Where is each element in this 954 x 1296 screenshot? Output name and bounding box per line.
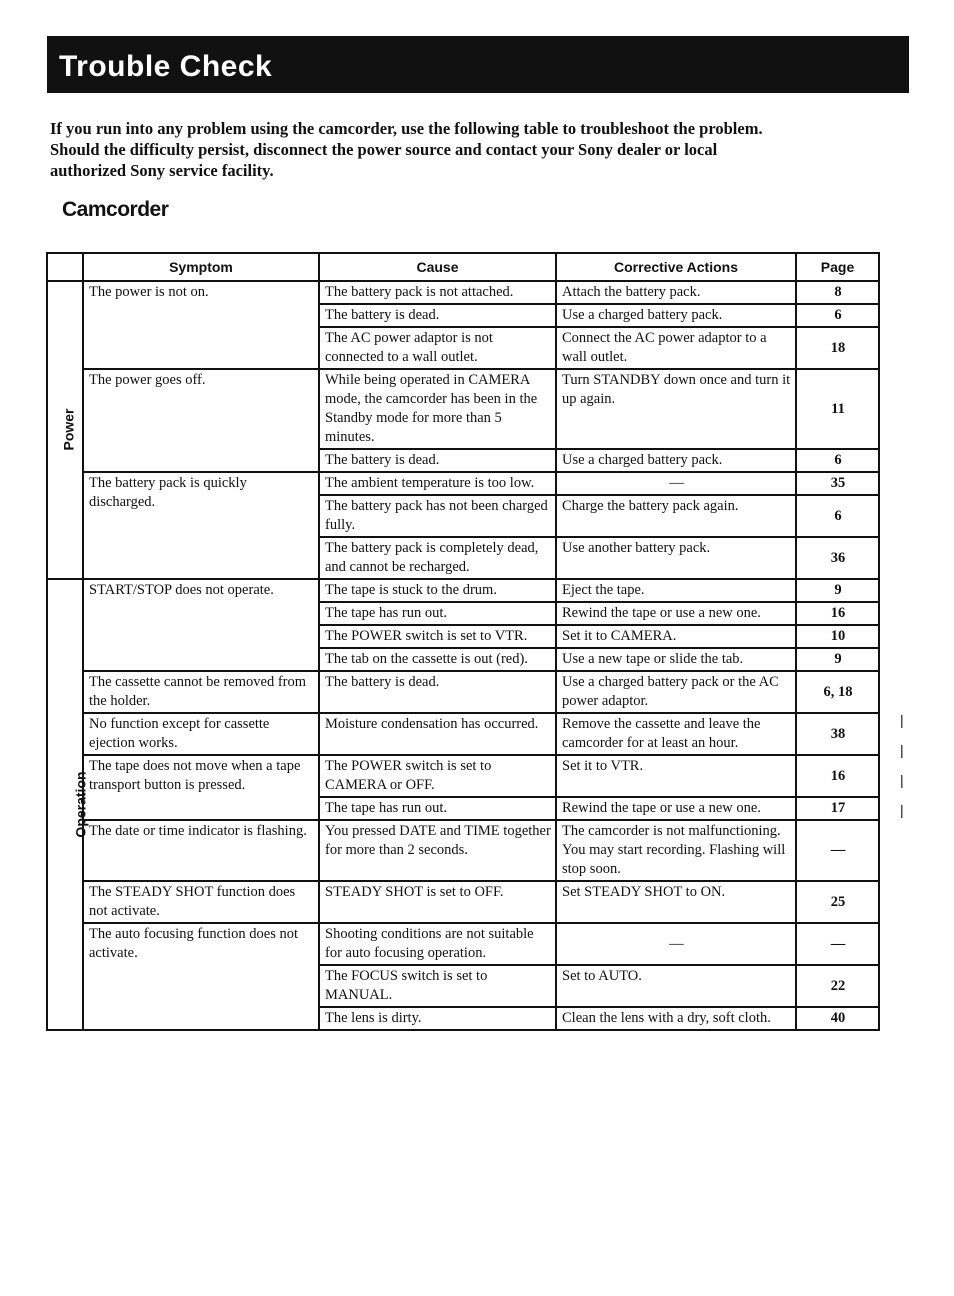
symptom-cell: The battery pack is quickly discharged. <box>83 472 319 579</box>
cause-cell: The POWER switch is set to VTR. <box>319 625 556 648</box>
table-row <box>47 881 879 923</box>
cause-cell: The tape is stuck to the drum. <box>319 579 556 602</box>
cause-cell: The tab on the cassette is out (red). <box>319 648 556 671</box>
page-cell: 38 <box>796 713 879 755</box>
action-cell: Use a charged battery pack. <box>556 449 796 472</box>
group-cell <box>47 579 89 1030</box>
page-cell: 6 <box>796 304 879 327</box>
page-cell: 6 <box>796 449 879 472</box>
intro-line: authorized Sony service facility. <box>50 161 274 180</box>
table-row <box>47 923 879 965</box>
symptom-cell: The tape does not move when a tape transport button is pressed. <box>83 755 319 820</box>
action-cell: Use a charged battery pack. <box>556 304 796 327</box>
action-cell: Use a new tape or slide the tab. <box>556 648 796 671</box>
cause-cell: The battery is dead. <box>319 449 556 472</box>
page-cell: 35 <box>796 472 879 495</box>
page-cell: 36 <box>796 537 879 579</box>
action-cell: Set to AUTO. <box>556 965 796 1007</box>
cause-cell: Shooting conditions are not suitable for auto focusing operation. <box>319 923 556 965</box>
table-row <box>47 713 879 755</box>
action-cell: Attach the battery pack. <box>556 281 796 304</box>
page-cell: 40 <box>796 1007 879 1030</box>
page-title: Trouble Check <box>59 50 273 83</box>
action-cell: Set STEADY SHOT to ON. <box>556 881 796 923</box>
symptom-cell: The date or time indicator is flashing. <box>83 820 319 881</box>
action-cell: The camcorder is not malfunctioning. You may start recording. Flashing will stop soon. <box>556 820 796 881</box>
page-cell: 8 <box>796 281 879 304</box>
page-cell: — <box>796 923 879 965</box>
trouble-table-wrap <box>46 252 878 1031</box>
table-body <box>47 281 879 1030</box>
page-cell: 6 <box>796 495 879 537</box>
page-cell: 9 <box>796 579 879 602</box>
cause-cell: The battery pack is completely dead, and cannot be recharged. <box>319 537 556 579</box>
action-cell: Turn STANDBY down once and turn it up again. <box>556 369 796 449</box>
cause-cell: Moisture condensation has occurred. <box>319 713 556 755</box>
symptom-cell: No function except for cassette ejection works. <box>83 713 319 755</box>
cause-cell: The ambient temperature is too low. <box>319 472 556 495</box>
table-row <box>47 472 879 495</box>
table-row <box>47 671 879 713</box>
intro-paragraph <box>50 118 900 181</box>
group-label: Operation <box>72 770 89 838</box>
cause-cell: The tape has run out. <box>319 602 556 625</box>
group-header <box>47 253 83 281</box>
page-cell: 18 <box>796 327 879 369</box>
symptom-cell: The STEADY SHOT function does not activate. <box>83 881 319 923</box>
cause-cell: The lens is dirty. <box>319 1007 556 1030</box>
symptom-header: Symptom <box>83 253 319 281</box>
cause-cell: The AC power adaptor is not connected to a wall outlet. <box>319 327 556 369</box>
table-row <box>47 820 879 881</box>
table-row <box>47 281 879 304</box>
page-cell: 16 <box>796 602 879 625</box>
page-cell: 6, 18 <box>796 671 879 713</box>
intro-line: If you run into any problem using the camcorder, use the following table to troubleshoot the problem. <box>50 119 763 138</box>
margin-tick: | <box>900 772 904 788</box>
title-bar <box>47 36 909 93</box>
intro-line: Should the difficulty persist, disconnect the power source and contact your Sony dealer or local <box>50 140 718 159</box>
action-cell: — <box>556 923 796 965</box>
margin-tick: | <box>900 712 904 728</box>
action-cell: Connect the AC power adaptor to a wall outlet. <box>556 327 796 369</box>
page-cell: 11 <box>796 369 879 449</box>
action-cell: Use another battery pack. <box>556 537 796 579</box>
symptom-cell: START/STOP does not operate. <box>83 579 319 671</box>
cause-cell: The tape has run out. <box>319 797 556 820</box>
action-cell: — <box>556 472 796 495</box>
trouble-table <box>46 252 880 1031</box>
action-cell: Set it to VTR. <box>556 755 796 797</box>
margin-tick: | <box>900 742 904 758</box>
cause-cell: The battery pack has not been charged fully. <box>319 495 556 537</box>
page-cell: — <box>796 820 879 881</box>
action-cell: Use a charged battery pack or the AC power adaptor. <box>556 671 796 713</box>
page-cell: 22 <box>796 965 879 1007</box>
table-row <box>47 369 879 449</box>
action-cell: Remove the cassette and leave the camcorder for at least an hour. <box>556 713 796 755</box>
action-cell: Eject the tape. <box>556 579 796 602</box>
cause-cell: You pressed DATE and TIME together for more than 2 seconds. <box>319 820 556 881</box>
action-cell: Set it to CAMERA. <box>556 625 796 648</box>
cause-cell: The battery is dead. <box>319 304 556 327</box>
symptom-cell: The power is not on. <box>83 281 319 369</box>
page-cell: 16 <box>796 755 879 797</box>
page-cell: 9 <box>796 648 879 671</box>
action-cell: Rewind the tape or use a new one. <box>556 602 796 625</box>
margin-marks <box>900 705 906 825</box>
symptom-cell: The cassette cannot be removed from the holder. <box>83 671 319 713</box>
cause-cell: The POWER switch is set to CAMERA or OFF. <box>319 755 556 797</box>
page-cell: 10 <box>796 625 879 648</box>
margin-tick: | <box>900 802 904 818</box>
symptom-cell: The auto focusing function does not activate. <box>83 923 319 1030</box>
table-row <box>47 755 879 797</box>
cause-cell: The FOCUS switch is set to MANUAL. <box>319 965 556 1007</box>
group-label: Power <box>60 408 77 451</box>
cause-cell: The battery is dead. <box>319 671 556 713</box>
page-header: Page <box>796 253 879 281</box>
section-heading: Camcorder <box>62 198 169 221</box>
table-header-row <box>47 253 879 281</box>
group-cell <box>47 281 83 579</box>
cause-cell: STEADY SHOT is set to OFF. <box>319 881 556 923</box>
page-cell: 25 <box>796 881 879 923</box>
cause-cell: While being operated in CAMERA mode, the camcorder has been in the Standby mode for more than 5 minutes. <box>319 369 556 449</box>
actions-header: Corrective Actions <box>556 253 796 281</box>
symptom-cell: The power goes off. <box>83 369 319 472</box>
page-cell: 17 <box>796 797 879 820</box>
action-cell: Clean the lens with a dry, soft cloth. <box>556 1007 796 1030</box>
action-cell: Rewind the tape or use a new one. <box>556 797 796 820</box>
cause-header: Cause <box>319 253 556 281</box>
action-cell: Charge the battery pack again. <box>556 495 796 537</box>
table-row <box>47 579 879 602</box>
cause-cell: The battery pack is not attached. <box>319 281 556 304</box>
